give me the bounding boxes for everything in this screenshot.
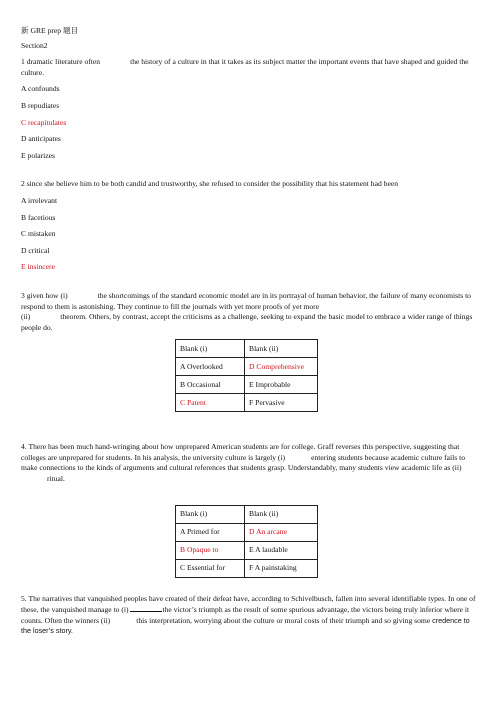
question-4-answer-table bbox=[175, 505, 318, 578]
question-4-text-a: 4. There has been much hand-wringing about how unprepared American students are for college. Graff reverses this perspective, suggesting that colleges are unprepared for students. In his analysis, the university culture is largely (i) bbox=[21, 442, 460, 462]
document-title: 新 GRE prep 题目 bbox=[21, 26, 79, 35]
question-2-option-e-correct: E insincere bbox=[21, 262, 55, 272]
question-1-option-d: D anticipates bbox=[21, 134, 61, 144]
question-2-option-d: D critical bbox=[21, 245, 50, 255]
table-cell-correct: D An arcane bbox=[245, 523, 318, 541]
table-cell: A Primed for bbox=[176, 523, 245, 541]
question-1-option-c-correct: C recapitulates bbox=[21, 117, 67, 127]
question-2 bbox=[21, 179, 476, 273]
question-1-stem bbox=[21, 57, 476, 78]
table-row bbox=[176, 523, 318, 541]
table-cell: B Occasional bbox=[176, 376, 245, 394]
question-2-option-a: A irrelevant bbox=[21, 195, 58, 205]
question-4-stem bbox=[21, 442, 476, 484]
document-page bbox=[21, 16, 476, 637]
table-header-blank-ii: Blank (ii) bbox=[245, 505, 318, 523]
question-5-text-b: the victor’s triumph as the result of some spurious advantage, the victors being truly inferior where it counts. Often the winners (ii) bbox=[21, 605, 470, 625]
table-row bbox=[176, 340, 318, 358]
table-cell: F A painstaking bbox=[245, 559, 318, 577]
question-2-option-b: B facetious bbox=[21, 212, 56, 222]
question-3-text-d: theorem. Others, by contrast, accept the criticisms as a challenge, seeking to expand the basic model to embrace a wider range of things people do. bbox=[21, 312, 473, 332]
question-1-text-a: 1 dramatic literature often bbox=[21, 57, 101, 67]
question-5-text-c: this interpretation, worrying about the culture or moral costs of their triumph and so giving some bbox=[136, 615, 431, 625]
table-row bbox=[176, 505, 318, 523]
question-1-text-b: the history of a culture in that it takes as its subject matter the important events that have shaped and guided the culture. bbox=[21, 57, 469, 77]
question-1-option-a: A confounds bbox=[21, 84, 60, 94]
question-5 bbox=[21, 594, 476, 637]
question-2-option-c: C mistaken bbox=[21, 229, 56, 239]
table-cell: E A laudable bbox=[245, 541, 318, 559]
question-1-option-b: B repudiates bbox=[21, 100, 60, 110]
table-row bbox=[176, 394, 318, 412]
question-5-text-d: credence to the loser’s story. bbox=[21, 615, 470, 636]
table-row bbox=[176, 358, 318, 376]
question-4 bbox=[21, 442, 476, 577]
table-cell: A Overlooked bbox=[176, 358, 245, 376]
question-3-stem bbox=[21, 291, 476, 333]
question-5-blank-i bbox=[130, 604, 162, 612]
question-1 bbox=[21, 57, 476, 161]
question-4-text-b: entering students because academic culture fails to make connections to the kinds of arguments and cultural references that students grasp. Understandably, many students view academic life as (ii) bbox=[21, 452, 466, 473]
question-3-text-c: (ii) bbox=[21, 312, 31, 322]
table-row bbox=[176, 376, 318, 394]
section-heading: Section2 bbox=[21, 40, 48, 50]
table-cell-correct: D Comprehensive bbox=[245, 358, 318, 376]
table-cell-correct: C Patent bbox=[176, 394, 245, 412]
question-3-text-b: the shortcomings of the standard economic model are in its portrayal of human behavior, the failure of many economists to respond to them is astonishing. They continue to fill the journals with yet more proofs of yet more bbox=[21, 290, 471, 311]
table-cell: E Improbable bbox=[245, 376, 318, 394]
question-3 bbox=[21, 291, 476, 412]
table-header-blank-ii: Blank (ii) bbox=[245, 340, 318, 358]
question-5-stem bbox=[21, 594, 476, 637]
question-3-answer-table bbox=[175, 339, 318, 412]
table-cell: C Essential for bbox=[176, 559, 245, 577]
question-5-text-a: 5. The narratives that vanquished peoples have created of their defeat have, according to Schivelbusch, fallen into several identifiable types. In one of these, the vanquished manage to (i) bbox=[21, 593, 476, 615]
question-1-option-e: E polarizes bbox=[21, 150, 55, 160]
table-cell-correct: B Opaque to bbox=[176, 541, 245, 559]
table-cell: F Pervasive bbox=[245, 394, 318, 412]
table-row bbox=[176, 541, 318, 559]
table-row bbox=[176, 559, 318, 577]
question-2-stem: 2 since she believe him to be both candid and trustworthy, she refused to consider the possibility that his statement had been bbox=[21, 179, 398, 189]
table-header-blank-i: Blank (i) bbox=[176, 505, 245, 523]
table-header-blank-i: Blank (i) bbox=[176, 340, 245, 358]
question-3-text-a: 3 given how (i) bbox=[21, 290, 68, 300]
question-4-text-c: ritual. bbox=[47, 474, 65, 484]
